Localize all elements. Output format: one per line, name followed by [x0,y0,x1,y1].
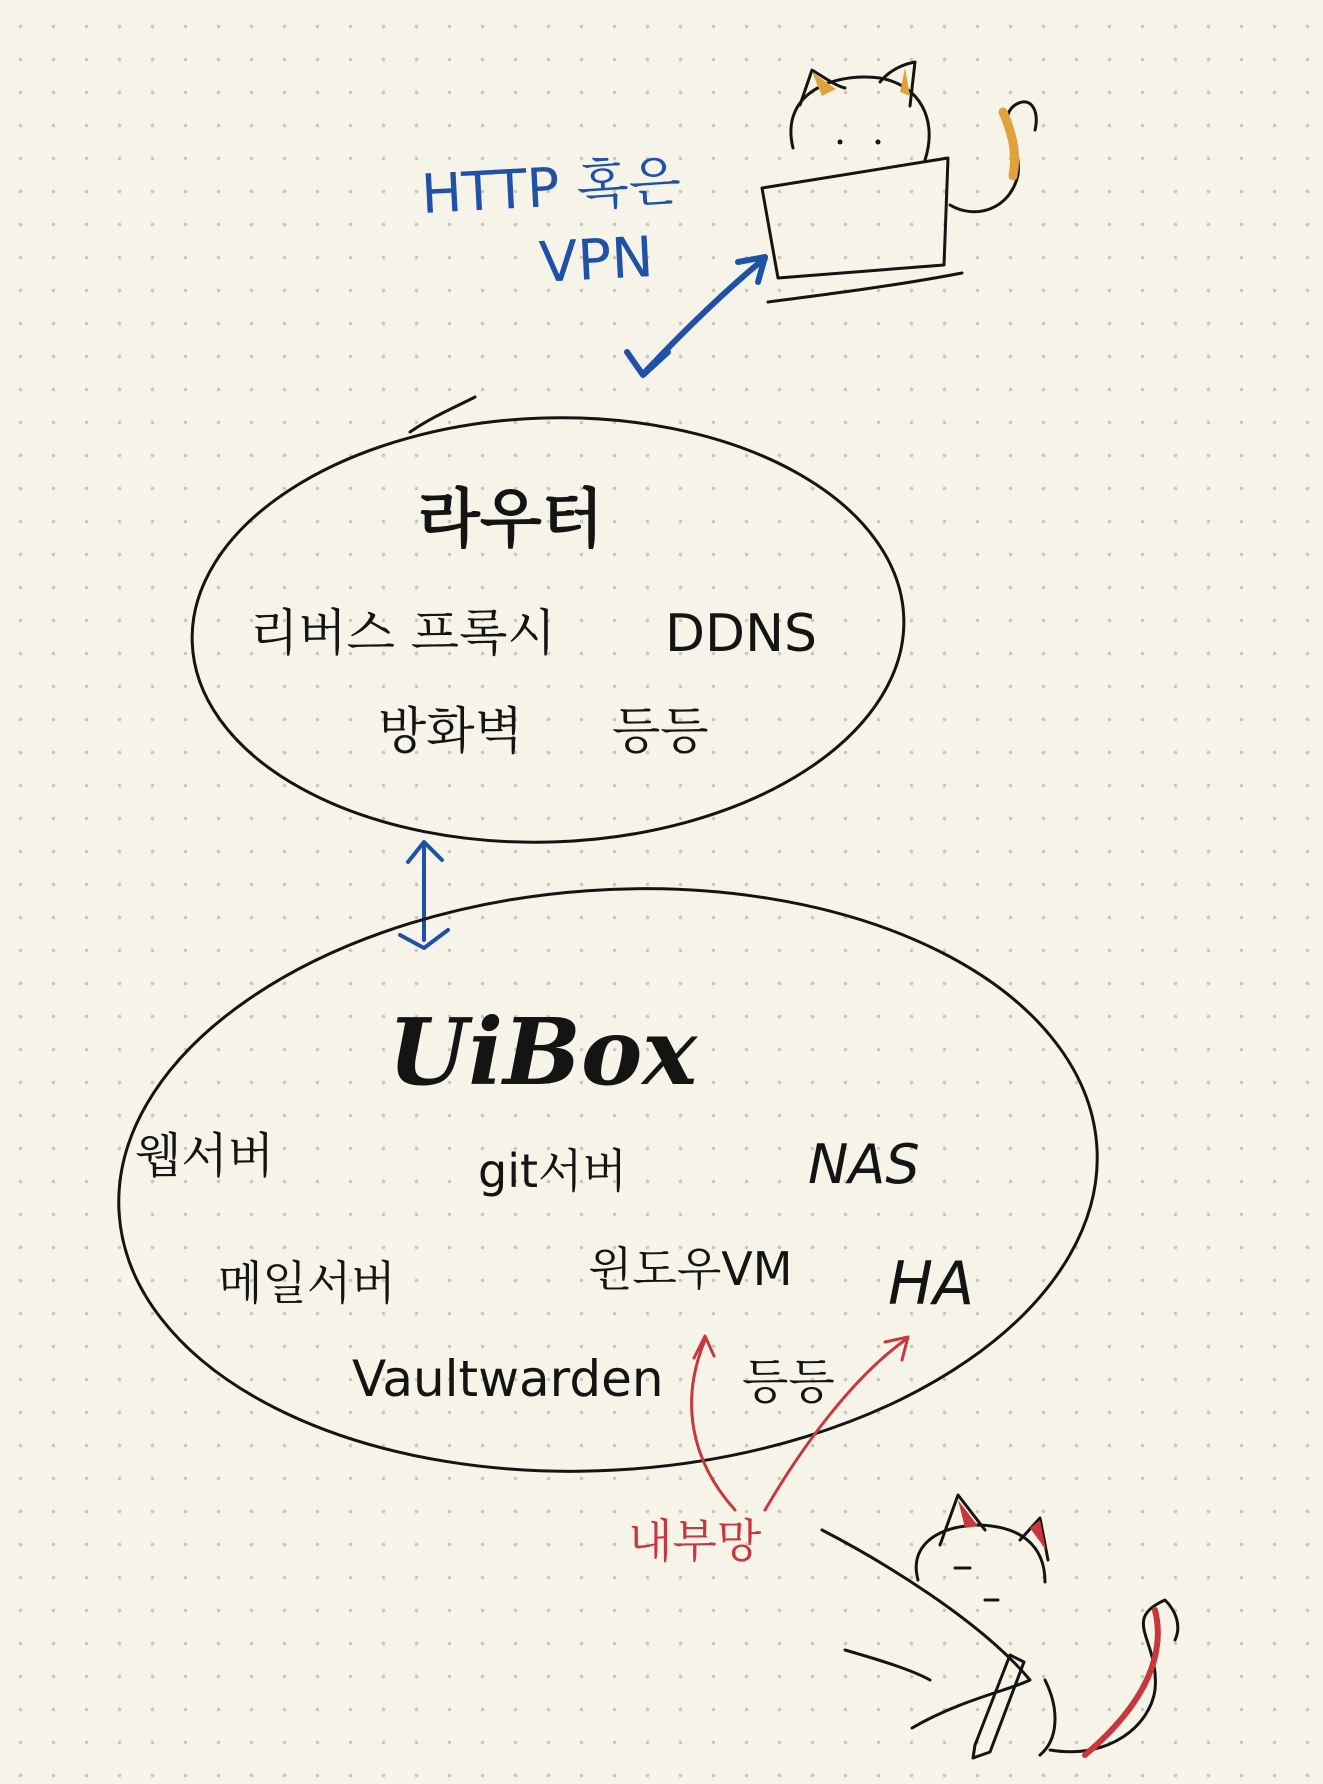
server-item: Vaultwarden [352,1350,664,1408]
local-fox-with-pen [822,1495,1178,1758]
connection-label-line1: HTTP 혹은 [419,149,683,226]
laptop-screen [762,158,948,278]
fox-body [822,1530,1030,1728]
connection-label-line2: VPN [537,225,655,296]
server-item: 메일서버 [218,1256,396,1310]
fox-tail [950,102,1036,212]
server-item: 등등 [742,1354,835,1410]
server-item: 웹서버 [135,1128,275,1184]
server-title: UiBox [388,998,698,1106]
pen [973,1655,1024,1758]
fox-ear-left [940,1495,985,1545]
router-title: 라우터 [418,483,604,557]
server-item: git서버 [478,1144,627,1198]
router-server-arrow [400,842,448,948]
server-item: NAS [808,1133,920,1196]
router-item: 방화벽 [378,702,523,760]
internal-network-label: 내부망 [628,1514,762,1568]
server-item: 윈도우VM [588,1242,793,1296]
router-item: 리버스 프록시 [250,604,556,662]
remote-fox-with-laptop [762,62,1036,302]
router-item: 등등 [612,702,709,760]
server-item: HA [888,1249,975,1319]
router-item: DDNS [665,604,817,664]
